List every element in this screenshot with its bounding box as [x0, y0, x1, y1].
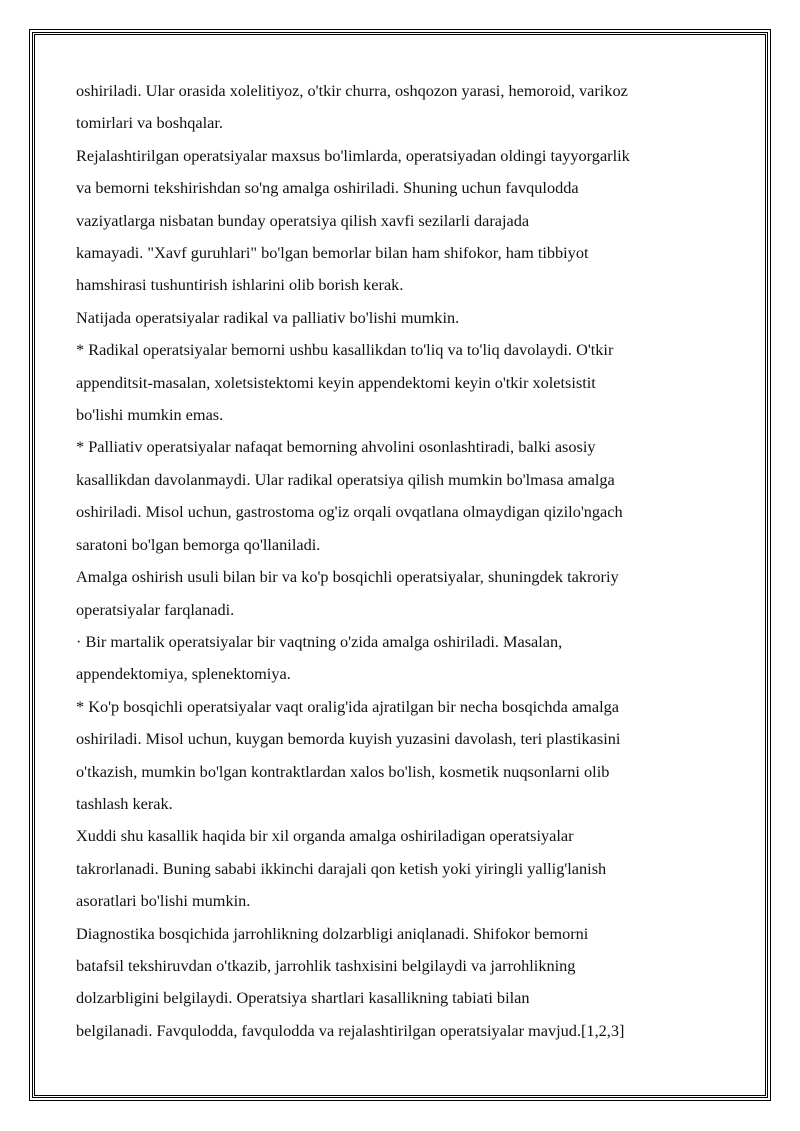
text-line: Natijada operatsiyalar radikal va palliativ bo'lishi mumkin.: [76, 307, 460, 327]
text-line: kamayadi. "Xavf guruhlari" bo'lgan bemorlar bilan ham shifokor, ham tibbiyot: [76, 243, 589, 263]
text-line: Diagnostika bosqichida jarrohlikning dolzarbligi aniqlanadi. Shifokor bemorni: [76, 923, 589, 943]
text-line: o'tkazish, mumkin bo'lgan kontraktlardan xalos bo'lish, kosmetik nuqsonlarni olib: [76, 761, 610, 781]
text-line: * Palliativ operatsiyalar nafaqat bemorning ahvolini osonlashtiradi, balki asosiy: [76, 437, 596, 457]
text-line: oshiriladi. Misol uchun, kuygan bemorda kuyish yuzasini davolash, teri plastikasini: [76, 729, 621, 749]
text-line: takrorlanadi. Buning sababi ikkinchi darajali qon ketish yoki yiringli yallig'lanish: [76, 858, 607, 878]
text-line: bo'lishi mumkin emas.: [76, 405, 224, 425]
text-line: kasallikdan davolanmaydi. Ular radikal operatsiya qilish mumkin bo'lmasa amalga: [76, 469, 615, 489]
text-line: · Bir martalik operatsiyalar bir vaqtning o'zida amalga oshiriladi. Masalan,: [76, 631, 563, 651]
text-line: belgilanadi. Favqulodda, favqulodda va rejalashtirilgan operatsiyalar mavjud.[1,2,3]: [76, 1020, 625, 1040]
text-line: Amalga oshirish usuli bilan bir va ko'p bosqichli operatsiyalar, shuningdek takroriy: [76, 567, 619, 587]
text-line: * Radikal operatsiyalar bemorni ushbu kasallikdan to'liq va to'liq davolaydi. O'tkir: [76, 340, 614, 360]
text-line: * Ko'p bosqichli operatsiyalar vaqt oralig'ida ajratilgan bir necha bosqichda amalga: [76, 696, 619, 716]
text-line: appendektomiya, splenektomiya.: [76, 664, 291, 684]
text-line: saratoni bo'lgan bemorga qo'llaniladi.: [76, 534, 321, 554]
text-line: tomirlari va boshqalar.: [76, 113, 223, 133]
text-line: oshiriladi. Misol uchun, gastrostoma og'iz orqali ovqatlana olmaydigan qizilo'ngach: [76, 502, 623, 522]
text-line: Rejalashtirilgan operatsiyalar maxsus bo'limlarda, operatsiyadan oldingi tayyorgarlik: [76, 145, 630, 165]
text-line: asoratlari bo'lishi mumkin.: [76, 891, 251, 911]
document-body: [76, 75, 726, 1047]
text-line: batafsil tekshiruvdan o'tkazib, jarrohlik tashxisini belgilaydi va jarrohlikning: [76, 955, 576, 975]
text-line: hamshirasi tushuntirish ishlarini olib borish kerak.: [76, 275, 404, 295]
text-line: tashlash kerak.: [76, 793, 173, 813]
text-line: operatsiyalar farqlanadi.: [76, 599, 235, 619]
text-line: dolzarbligini belgilaydi. Operatsiya shartlari kasallikning tabiati bilan: [76, 988, 530, 1008]
text-line: oshiriladi. Ular orasida xolelitiyoz, o'tkir churra, oshqozon yarasi, hemoroid, varikoz: [76, 81, 628, 100]
text-line: appenditsit-masalan, xoletsistektomi keyin appendektomi keyin o'tkir xoletsistit: [76, 372, 596, 392]
text-line: va bemorni tekshirishdan so'ng amalga oshiriladi. Shuning uchun favqulodda: [76, 178, 579, 198]
text-line: vaziyatlarga nisbatan bunday operatsiya qilish xavfi sezilarli darajada: [76, 210, 530, 230]
text-line: Xuddi shu kasallik haqida bir xil organda amalga oshiriladigan operatsiyalar: [76, 826, 574, 846]
